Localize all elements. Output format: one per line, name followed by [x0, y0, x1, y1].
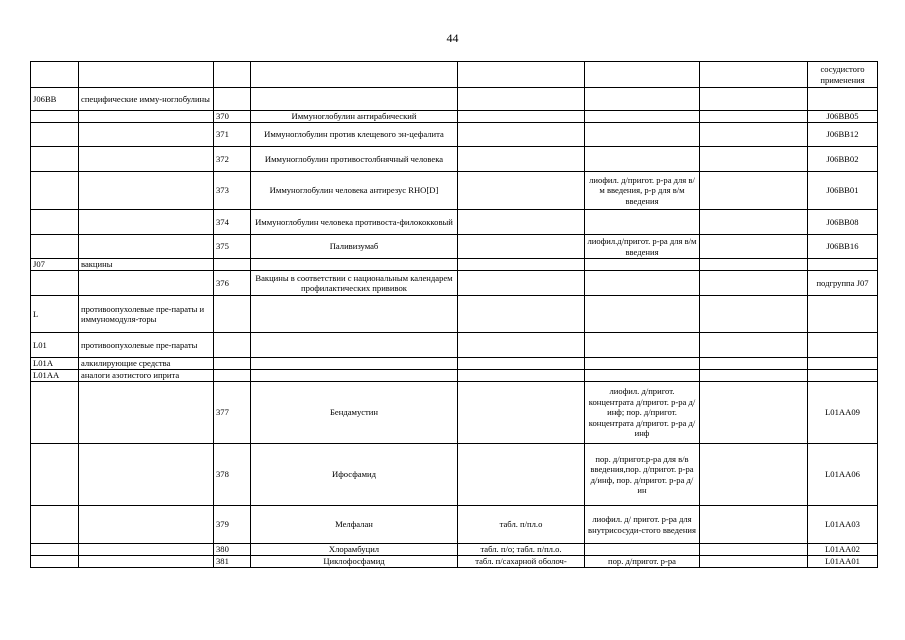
table-row [31, 210, 878, 235]
atc-code: J06BB02 [808, 147, 878, 172]
drug-name: Вакцины в соответствии с национальным календарем профилактических прививок [251, 271, 458, 296]
dosage-form-other [700, 259, 808, 271]
atc-group-code [31, 210, 79, 235]
dosage-form-injection [585, 111, 700, 123]
dosage-form-tablets [458, 235, 585, 259]
dosage-form-injection: лиофил. д/пригот. концентрата д/пригот. р-ра д/инф; пор. д/пригот. концентрата д/пригот. р-ра д/инф [585, 382, 700, 444]
drug-name: Бендамустин [251, 382, 458, 444]
drug-name [251, 259, 458, 271]
atc-group-description [79, 556, 214, 568]
atc-code [808, 333, 878, 358]
dosage-form-tablets [458, 111, 585, 123]
drug-name: Иммуноглобулин человека антирезус RHO[D] [251, 172, 458, 210]
dosage-form-other [700, 235, 808, 259]
dosage-form-tablets [458, 259, 585, 271]
drug-name: Ифосфамид [251, 444, 458, 506]
dosage-form-tablets: табл. п/о; табл. п/пл.о. [458, 544, 585, 556]
atc-group-description [79, 271, 214, 296]
table-row [31, 370, 878, 382]
atc-code [808, 370, 878, 382]
dosage-form-injection [585, 271, 700, 296]
atc-group-description: противоопухолевые пре-параты [79, 333, 214, 358]
dosage-form-injection: пор. д/пригот.р-ра для в/в введения,пор. д/пригот. р-ра д/инф, пор. д/пригот. р-ра д/ин [585, 444, 700, 506]
dosage-form-tablets: табл. п/пл.о [458, 506, 585, 544]
atc-group-description [79, 444, 214, 506]
atc-group-description: аналоги азотистого иприта [79, 370, 214, 382]
dosage-form-tablets [458, 88, 585, 111]
table-row [31, 147, 878, 172]
dosage-form-other [700, 123, 808, 147]
table-row [31, 111, 878, 123]
dosage-form-tablets [458, 172, 585, 210]
table-row [31, 88, 878, 111]
item-number [214, 358, 251, 370]
item-number: 380 [214, 544, 251, 556]
table-row [31, 62, 878, 88]
atc-group-description [79, 62, 214, 88]
drug-name [251, 88, 458, 111]
drug-name [251, 358, 458, 370]
dosage-form-other [700, 296, 808, 333]
item-number [214, 296, 251, 333]
table-row [31, 544, 878, 556]
dosage-form-tablets [458, 271, 585, 296]
dosage-form-other [700, 444, 808, 506]
atc-code: J06BB12 [808, 123, 878, 147]
atc-group-code: L01A [31, 358, 79, 370]
drug-name: Иммуноглобулин против клещевого эн-цефалита [251, 123, 458, 147]
dosage-form-injection [585, 370, 700, 382]
dosage-form-tablets [458, 210, 585, 235]
dosage-form-other [700, 556, 808, 568]
dosage-form-other [700, 111, 808, 123]
dosage-form-injection [585, 123, 700, 147]
dosage-form-other [700, 62, 808, 88]
dosage-form-other [700, 358, 808, 370]
atc-code [808, 296, 878, 333]
atc-code: сосудистого применения [808, 62, 878, 88]
atc-group-code [31, 235, 79, 259]
dosage-form-injection [585, 147, 700, 172]
atc-code: J06BB16 [808, 235, 878, 259]
atc-group-description: вакцины [79, 259, 214, 271]
dosage-form-injection: лиофил. д/пригот. р-ра для в/м введения, р-р для в/м введения [585, 172, 700, 210]
table-row [31, 296, 878, 333]
item-number: 375 [214, 235, 251, 259]
page-number: 44 [446, 31, 459, 45]
drug-name: Мелфалан [251, 506, 458, 544]
table-row [31, 506, 878, 544]
drug-name: Хлорамбуцил [251, 544, 458, 556]
atc-group-description: специфические имму-ноглобулины [79, 88, 214, 111]
drug-name [251, 370, 458, 382]
atc-code: L01AA02 [808, 544, 878, 556]
dosage-form-tablets [458, 370, 585, 382]
atc-group-code [31, 444, 79, 506]
atc-code [808, 259, 878, 271]
atc-group-description [79, 506, 214, 544]
atc-group-code [31, 123, 79, 147]
drug-name [251, 62, 458, 88]
atc-group-code [31, 382, 79, 444]
dosage-form-tablets [458, 358, 585, 370]
atc-code: J06BB08 [808, 210, 878, 235]
atc-group-description [79, 382, 214, 444]
table-row [31, 358, 878, 370]
dosage-form-tablets [458, 333, 585, 358]
atc-group-code [31, 147, 79, 172]
dosage-form-tablets [458, 444, 585, 506]
atc-group-code [31, 544, 79, 556]
dosage-form-tablets [458, 147, 585, 172]
atc-group-code [31, 506, 79, 544]
dosage-form-injection [585, 358, 700, 370]
atc-code: J06BB01 [808, 172, 878, 210]
dosage-form-injection [585, 333, 700, 358]
dosage-form-injection [585, 259, 700, 271]
drug-name: Иммуноглобулин антирабический [251, 111, 458, 123]
atc-group-code [31, 556, 79, 568]
item-number [214, 88, 251, 111]
item-number: 371 [214, 123, 251, 147]
drug-name [251, 333, 458, 358]
dosage-form-other [700, 370, 808, 382]
atc-code: L01AA09 [808, 382, 878, 444]
atc-code: L01AA01 [808, 556, 878, 568]
item-number: 377 [214, 382, 251, 444]
dosage-form-other [700, 544, 808, 556]
atc-group-description [79, 544, 214, 556]
atc-code [808, 358, 878, 370]
dosage-form-injection: пор. д/пригот. р-ра [585, 556, 700, 568]
atc-group-description [79, 235, 214, 259]
atc-group-description [79, 172, 214, 210]
dosage-form-other [700, 88, 808, 111]
atc-group-code [31, 172, 79, 210]
drug-name: Паливизумаб [251, 235, 458, 259]
dosage-form-other [700, 382, 808, 444]
dosage-form-tablets: табл. п/сахарной оболоч- [458, 556, 585, 568]
dosage-form-tablets [458, 382, 585, 444]
item-number: 379 [214, 506, 251, 544]
atc-group-code [31, 111, 79, 123]
table-row [31, 333, 878, 358]
atc-code: подгруппа J07 [808, 271, 878, 296]
item-number: 372 [214, 147, 251, 172]
atc-group-description: алкилирующие средства [79, 358, 214, 370]
dosage-form-other [700, 147, 808, 172]
item-number: 376 [214, 271, 251, 296]
atc-group-code: L [31, 296, 79, 333]
item-number: 381 [214, 556, 251, 568]
dosage-form-tablets [458, 62, 585, 88]
table-row [31, 172, 878, 210]
table-row [31, 259, 878, 271]
table-row [31, 123, 878, 147]
drug-name: Циклофосфамид [251, 556, 458, 568]
atc-group-description [79, 210, 214, 235]
atc-group-code: J06BB [31, 88, 79, 111]
item-number [214, 259, 251, 271]
drug-name [251, 296, 458, 333]
dosage-form-injection [585, 296, 700, 333]
dosage-form-other [700, 333, 808, 358]
atc-group-description [79, 111, 214, 123]
item-number [214, 333, 251, 358]
dosage-form-tablets [458, 296, 585, 333]
drug-name: Иммуноглобулин человека противоста-филококковый [251, 210, 458, 235]
dosage-form-other [700, 271, 808, 296]
atc-code: L01AA03 [808, 506, 878, 544]
atc-group-description [79, 123, 214, 147]
item-number [214, 62, 251, 88]
table-row [31, 235, 878, 259]
item-number: 370 [214, 111, 251, 123]
atc-group-description [79, 147, 214, 172]
dosage-form-other [700, 210, 808, 235]
drug-name: Иммуноглобулин противостолбнячный человека [251, 147, 458, 172]
item-number: 374 [214, 210, 251, 235]
atc-code: L01AA06 [808, 444, 878, 506]
atc-group-description: противоопухолевые пре-параты и иммуномодуля-торы [79, 296, 214, 333]
drug-table [30, 61, 878, 568]
dosage-form-other [700, 172, 808, 210]
dosage-form-other [700, 506, 808, 544]
dosage-form-tablets [458, 123, 585, 147]
item-number: 373 [214, 172, 251, 210]
atc-code: J06BB05 [808, 111, 878, 123]
dosage-form-injection [585, 88, 700, 111]
table-row [31, 271, 878, 296]
atc-code [808, 88, 878, 111]
atc-group-code: L01 [31, 333, 79, 358]
dosage-form-injection: лиофил. д/ пригот. р-ра для внутрисосуди-стого введения [585, 506, 700, 544]
table-row [31, 556, 878, 568]
atc-group-code: L01AA [31, 370, 79, 382]
item-number [214, 370, 251, 382]
atc-group-code [31, 62, 79, 88]
dosage-form-injection: лиофил.д/пригот. р-ра для в/м введения [585, 235, 700, 259]
table-row [31, 382, 878, 444]
dosage-form-injection [585, 544, 700, 556]
dosage-form-injection [585, 62, 700, 88]
atc-group-code [31, 271, 79, 296]
item-number: 378 [214, 444, 251, 506]
table-row [31, 444, 878, 506]
dosage-form-injection [585, 210, 700, 235]
atc-group-code: J07 [31, 259, 79, 271]
